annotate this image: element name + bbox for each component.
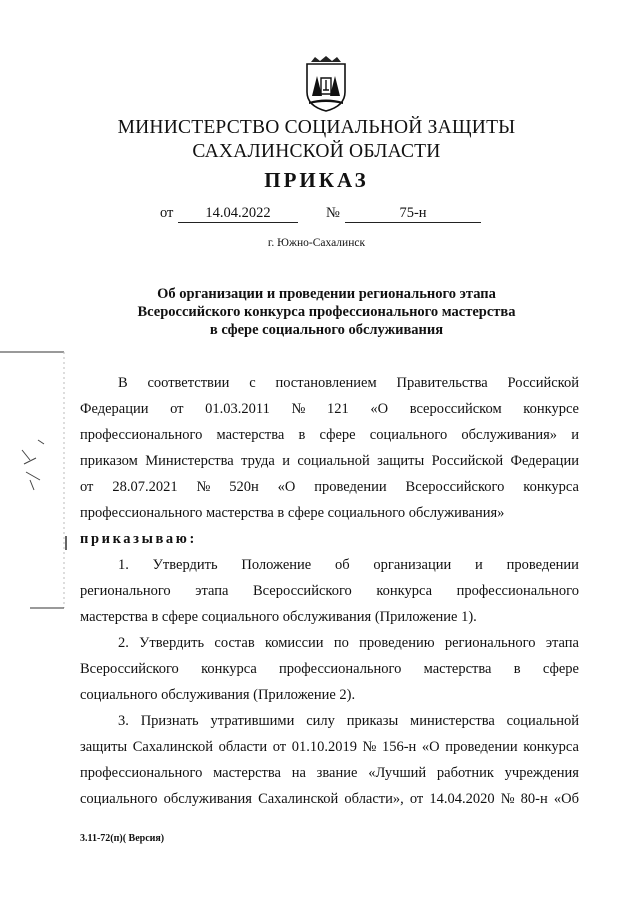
text-line [80, 786, 579, 812]
document-body [80, 370, 579, 812]
word: этапа [545, 635, 579, 651]
word: профессионального [80, 765, 203, 781]
word: Всероссийского [405, 479, 505, 495]
word: защиты [377, 453, 425, 469]
word: сфере [319, 427, 356, 443]
word: 14.04.2020 [429, 791, 495, 807]
word: № [362, 739, 377, 755]
word: приказы [346, 713, 399, 729]
word: министерства [410, 713, 495, 729]
text-line [80, 422, 579, 448]
word: соответствии [147, 375, 230, 391]
word: «О [277, 479, 296, 495]
subject-line-2: Всероссийского конкурса профессионального мастерства [137, 304, 516, 320]
word: 80-н [520, 791, 548, 807]
word: 121 [326, 401, 349, 417]
word: конкурсе [523, 401, 579, 417]
word: всероссийском [409, 401, 502, 417]
word: области [218, 739, 268, 755]
word: учреждения [504, 765, 579, 781]
city: г. Южно-Сахалинск [267, 237, 366, 249]
word: Утвердить [152, 557, 218, 573]
word: № [196, 479, 211, 495]
word: и [571, 427, 579, 443]
word: организации [373, 557, 452, 573]
text-line: социального обслуживания (Приложение 2). [80, 687, 356, 703]
word: Сахалинской [258, 791, 339, 807]
word: «О [370, 401, 389, 417]
footer-code: 3.11-72(п)( Версия) [80, 833, 165, 844]
date-value: 14.04.2022 [178, 205, 298, 223]
document-subject [60, 285, 593, 339]
word: Федерации [510, 453, 579, 469]
word: мастерства [216, 427, 285, 443]
word: проведению [359, 635, 435, 651]
intro-paragraph [80, 370, 579, 526]
document-meta [0, 205, 633, 227]
word: конкурса [201, 661, 257, 677]
word: «О [421, 739, 440, 755]
word: с [249, 375, 256, 391]
text-line: мастерства в сфере социального обслуживания (Приложение 1). [80, 609, 477, 625]
document-type: ПРИКАЗ [264, 168, 369, 192]
text-line [80, 630, 579, 656]
text-line [80, 552, 579, 578]
word: Правительства [396, 375, 488, 391]
item-2 [80, 630, 579, 708]
word: Всероссийского [252, 583, 352, 599]
word: и [282, 453, 290, 469]
word: от [170, 401, 184, 417]
item-1 [80, 552, 579, 630]
ministry-line-1: МИНИСТЕРСТВО СОЦИАЛЬНОЙ ЗАЩИТЫ [117, 117, 516, 138]
word: «Лучший [368, 765, 427, 781]
word: этапа [195, 583, 229, 599]
text-line [80, 448, 579, 474]
word: постановлением [275, 375, 377, 391]
word: об [335, 557, 350, 573]
word: профессионального [80, 427, 203, 443]
word: социального [80, 791, 158, 807]
word: от [80, 479, 94, 495]
number-value: 75-н [345, 205, 481, 223]
word: 28.07.2021 [112, 479, 178, 495]
word: защиты [80, 739, 128, 755]
text-line [80, 370, 579, 396]
word: утратившими [210, 713, 295, 729]
word: силу [306, 713, 335, 729]
word: профессионального [456, 583, 579, 599]
word: приказом [80, 453, 138, 469]
word: 1. [118, 557, 129, 573]
word: проведении [314, 479, 387, 495]
word: конкурса [376, 583, 433, 599]
text-line [80, 474, 579, 500]
word: социального [369, 427, 448, 443]
word: 01.03.2011 [205, 401, 270, 417]
word: Федерации [80, 401, 149, 417]
coat-of-arms-icon [303, 56, 349, 112]
word: обслуживания [163, 791, 252, 807]
subject-line-1: Об организации и проведении регионального этапа [157, 286, 496, 302]
word: Российской [507, 375, 579, 391]
word: Российской [431, 453, 504, 469]
ministry-line-2: САХАЛИНСКОЙ ОБЛАСТИ [192, 141, 441, 162]
word: Утвердить [139, 635, 205, 651]
word: в [298, 427, 306, 443]
order-word: приказываю: [80, 531, 197, 547]
word: Положение [241, 557, 312, 573]
word: на [291, 765, 306, 781]
word: профессионального [279, 661, 402, 677]
word: обслуживания» [461, 427, 558, 443]
word: звание [316, 765, 358, 781]
word: «Об [553, 791, 579, 807]
word: труда [241, 453, 275, 469]
word: конкурса [523, 479, 579, 495]
word: 520н [229, 479, 259, 495]
word: социальной [297, 453, 370, 469]
word: работник [436, 765, 494, 781]
word: комиссии [264, 635, 324, 651]
word: Министерства [145, 453, 234, 469]
word: мастерства [423, 661, 492, 677]
word: Всероссийского [80, 661, 179, 677]
word: и [475, 557, 483, 573]
word: в [513, 661, 521, 677]
word: от [409, 791, 424, 807]
text-line [80, 708, 579, 734]
word: по [333, 635, 349, 651]
number-label: № [326, 205, 340, 221]
word: 3. [118, 713, 129, 729]
word: регионального [80, 583, 171, 599]
word: Сахалинской [132, 739, 214, 755]
word: проведении [445, 739, 518, 755]
word: области», [344, 791, 404, 807]
text-line [80, 760, 579, 786]
word: состав [214, 635, 255, 651]
word: регионального [444, 635, 536, 651]
text-line: профессионального мастерства в сфере социального обслуживания» [80, 505, 505, 521]
word: № [291, 401, 306, 417]
word: В [118, 375, 128, 391]
word: социальной [506, 713, 579, 729]
word: Признать [140, 713, 199, 729]
word: сфере [542, 661, 579, 677]
word: проведении [506, 557, 579, 573]
word: мастерства [213, 765, 281, 781]
text-line [80, 578, 579, 604]
subject-line-3: в сфере социального обслуживания [209, 322, 444, 338]
word: от [272, 739, 287, 755]
word: 156-н [381, 739, 417, 755]
word: 01.10.2019 [291, 739, 357, 755]
ministry-title [0, 116, 633, 164]
item-3 [80, 708, 579, 812]
word: конкурса [523, 739, 579, 755]
text-line [80, 656, 579, 682]
text-line [80, 396, 579, 422]
text-line [80, 734, 579, 760]
word: № [500, 791, 515, 807]
date-label: от [160, 205, 174, 221]
scan-margin-marks [0, 340, 70, 620]
word: 2. [118, 635, 129, 651]
